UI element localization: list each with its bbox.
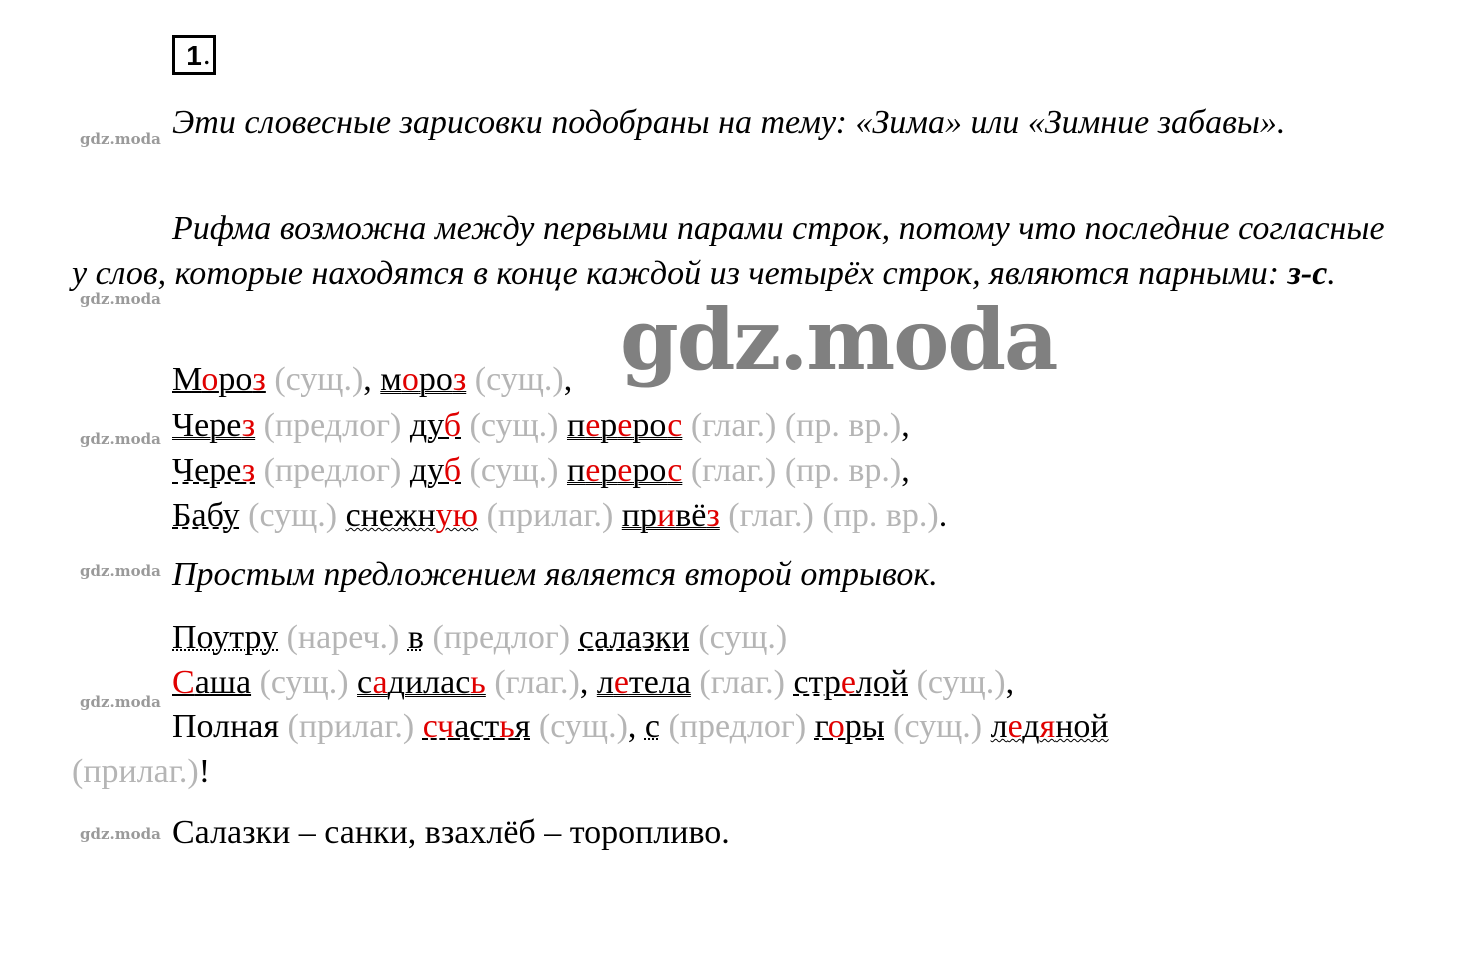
poem2-line2: Саша (сущ.) садилась (глаг.), летела (глаг.) стрелой (сущ.), <box>172 664 1015 701</box>
paragraph-rhyme-bold: з-с <box>1287 255 1328 292</box>
paragraph-simple-sentence: Простым предложением является второй отрывок. <box>172 556 938 593</box>
paragraph-rhyme-end: . <box>1327 255 1336 292</box>
watermark-small-3: gdz.moda <box>80 430 161 448</box>
paragraph-rhyme-text: Рифма возможна между первыми парами строк, потому что последние согласные у слов, которые находятся в конце каждой из четырёх строк, являются парными: <box>72 210 1385 292</box>
poem1-line3: Через (предлог) дуб (сущ.) перерос (глаг.) (пр. вр.), <box>172 452 910 489</box>
poem1-line1: Мороз (сущ.), мороз (сущ.), <box>172 361 573 398</box>
watermark-small-2: gdz.moda <box>80 290 161 308</box>
paragraph-rhyme <box>72 206 1402 296</box>
watermark-small-1: gdz.moda <box>80 130 161 148</box>
watermark-large: gdz.moda <box>620 290 1057 389</box>
poem2-line3: Полная (прилаг.) счастья (сущ.), с (предлог) горы (сущ.) ледяной <box>172 708 1109 745</box>
task-number: 1 <box>186 40 202 71</box>
poem1-line4: Бабу (сущ.) снежную (прилаг.) привёз (глаг.) (пр. вр.). <box>172 497 948 534</box>
poem2-line1: Поутру (нареч.) в (предлог) салазки (сущ.) <box>172 619 788 656</box>
paragraph-vocabulary: Салазки – санки, взахлёб – торопливо. <box>172 814 730 851</box>
watermark-small-5: gdz.moda <box>80 693 161 711</box>
poem1-line2: Через (предлог) дуб (сущ.) перерос (глаг.) (пр. вр.), <box>172 407 910 444</box>
paragraph-theme: Эти словесные зарисовки подобраны на тему: «Зима» или «Зимние забавы». <box>172 104 1286 141</box>
poem2-line4: (прилаг.)! <box>72 753 211 790</box>
watermark-small-6: gdz.moda <box>80 825 161 843</box>
task-number-dot: . <box>203 38 211 71</box>
watermark-small-4: gdz.moda <box>80 562 161 580</box>
